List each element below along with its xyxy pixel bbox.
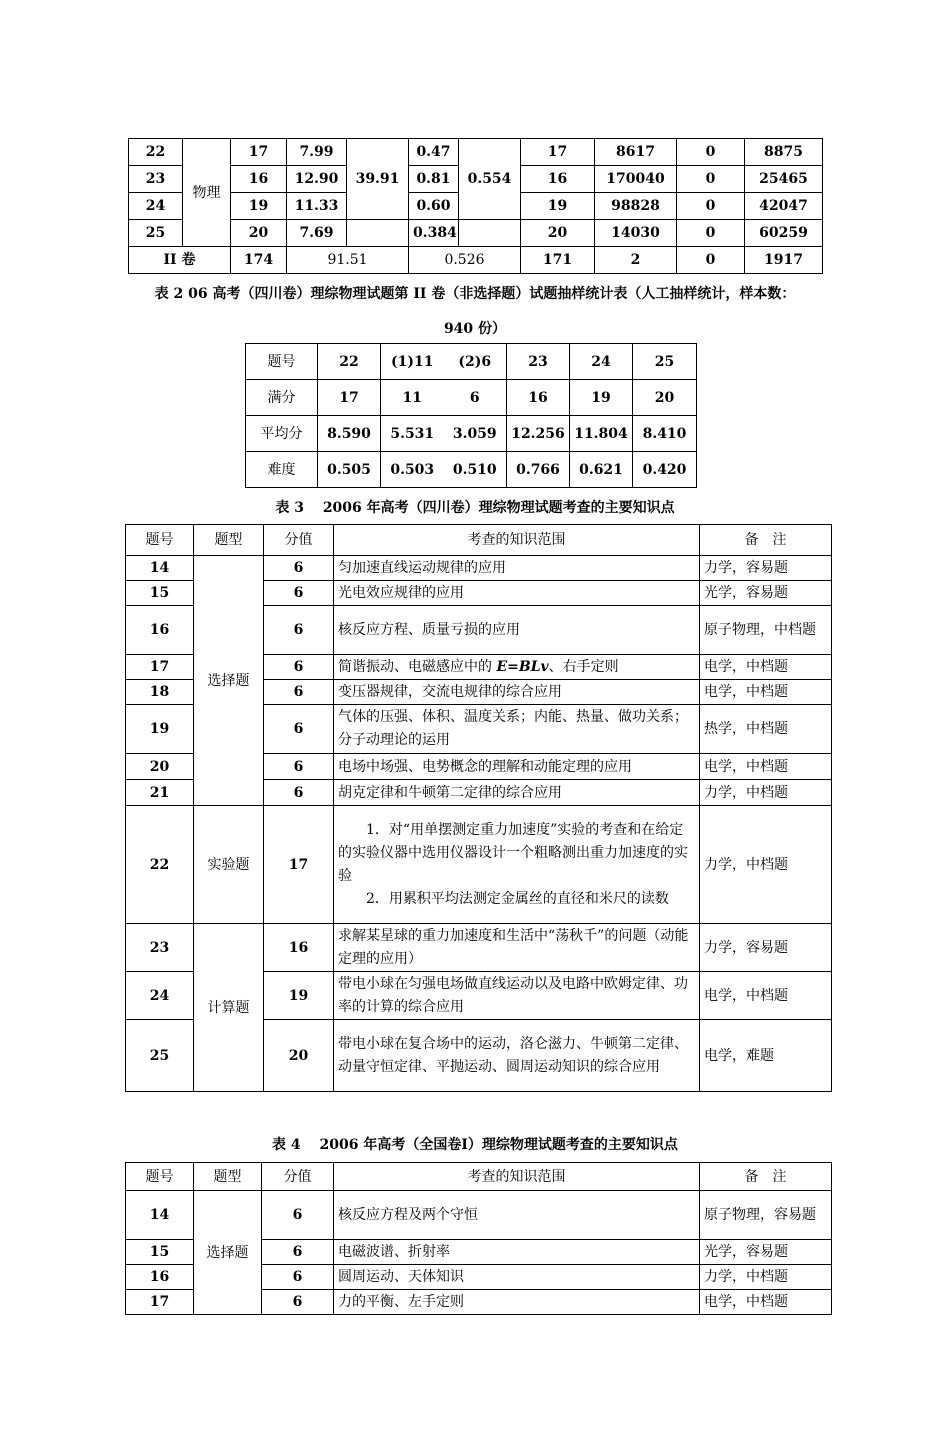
cell: 变压器规律，交流电规律的综合应用 <box>334 680 700 705</box>
cell: 11 <box>381 380 444 416</box>
column-header: 分值 <box>262 1163 334 1191</box>
cell: 22 <box>129 139 183 166</box>
cell: 题号 <box>246 344 318 380</box>
cell: 16 <box>126 606 194 655</box>
cell: 16 <box>507 380 570 416</box>
table-row <box>126 1191 832 1240</box>
cell: 平均分 <box>246 416 318 452</box>
cell: 15 <box>126 581 194 606</box>
cell: 8.590 <box>318 416 381 452</box>
cell: 0.554 <box>459 139 521 220</box>
column-header: 题型 <box>194 525 264 556</box>
cell: 0.420 <box>633 452 697 488</box>
cell: 6 <box>264 606 334 655</box>
cell: 圆周运动、天体知识 <box>334 1265 700 1290</box>
cell: 0 <box>677 166 745 193</box>
cell: 电学，中档题 <box>700 1290 832 1315</box>
table-4-caption: 表 4 2006 年高考（全国卷Ⅰ）理综物理试题考查的主要知识点 <box>272 1137 678 1153</box>
cell: 21 <box>126 780 194 806</box>
cell: 6 <box>262 1265 334 1290</box>
cell: 求解某星球的重力加速度和生活中“荡秋千”的问题（动能定理的应用） <box>334 924 700 972</box>
table-2-caption: 表 2 06 高考（四川卷）理综物理试题第 II 卷（非选择题）试题抽样统计表（人工抽样统计，样本数： <box>154 286 796 302</box>
cell: 25 <box>126 1020 194 1092</box>
cell: 0.60 <box>409 193 459 220</box>
cell: 6 <box>264 680 334 705</box>
stats-table-1 <box>128 138 823 274</box>
formula: E=BLv <box>496 659 549 675</box>
cell: 电学，中档题 <box>700 680 832 705</box>
knowledge-table-4 <box>125 1162 832 1315</box>
cell: 难度 <box>246 452 318 488</box>
cell: 选择题 <box>194 556 264 806</box>
cell: 2 <box>595 247 677 274</box>
cell: 17 <box>231 139 287 166</box>
cell: 22 <box>126 806 194 924</box>
cell: 23 <box>507 344 570 380</box>
cell: 7.69 <box>287 220 347 247</box>
cell: 23 <box>126 924 194 972</box>
cell: 19 <box>126 705 194 754</box>
cell: 22 <box>318 344 381 380</box>
cell: 光学，容易题 <box>700 581 832 606</box>
column-header: 考查的知识范围 <box>334 525 700 556</box>
cell: 25 <box>633 344 697 380</box>
scope-item-2: 2．用累积平均法测定金属丝的直径和米尺的读数 <box>366 890 669 907</box>
cell: 力学，中档题 <box>700 806 832 924</box>
table-header <box>126 1163 832 1191</box>
cell: 0.47 <box>409 139 459 166</box>
stats-table-2 <box>245 343 697 488</box>
cell: 174 <box>231 247 287 274</box>
cell: 17 <box>264 806 334 924</box>
cell: 匀加速直线运动规律的应用 <box>334 556 700 581</box>
cell: 满分 <box>246 380 318 416</box>
cell: 计算题 <box>194 924 264 1092</box>
scope-text: 简谐振动、电磁感应中的 <box>338 659 497 675</box>
column-header: 备 注 <box>700 1163 832 1191</box>
cell: 6 <box>264 655 334 680</box>
cell: 91.51 <box>287 247 409 274</box>
cell: 14030 <box>595 220 677 247</box>
table-row <box>126 556 832 581</box>
cell <box>347 220 409 247</box>
cell: 6 <box>264 705 334 754</box>
cell: 光学，容易题 <box>700 1240 832 1265</box>
cell: 力学，中档题 <box>700 780 832 806</box>
scope-text: 、右手定则 <box>548 659 619 675</box>
cell: 25465 <box>745 166 823 193</box>
cell: 电学，中档题 <box>700 972 832 1020</box>
cell: 电学，难题 <box>700 1020 832 1092</box>
cell: 6 <box>264 581 334 606</box>
cell: 气体的压强、体积、温度关系；内能、热量、做功关系；分子动理论的运用 <box>334 705 700 754</box>
cell: 力学，容易题 <box>700 556 832 581</box>
table-row <box>126 924 832 972</box>
cell: (2)6 <box>444 344 507 380</box>
cell: 16 <box>231 166 287 193</box>
cell <box>334 806 700 924</box>
cell: 17 <box>318 380 381 416</box>
cell: 24 <box>126 972 194 1020</box>
table-3-caption: 表 3 2006 年高考（四川卷）理综物理试题考查的主要知识点 <box>275 500 675 516</box>
cell: 6 <box>264 556 334 581</box>
cell <box>459 220 521 247</box>
column-header: 考查的知识范围 <box>334 1163 700 1191</box>
cell: 原子物理，中档题 <box>700 606 832 655</box>
cell: 0.510 <box>444 452 507 488</box>
cell: (1)11 <box>381 344 444 380</box>
cell: 19 <box>264 972 334 1020</box>
cell: 17 <box>521 139 595 166</box>
cell: 0.503 <box>381 452 444 488</box>
cell: 电学，中档题 <box>700 655 832 680</box>
cell: 0 <box>677 139 745 166</box>
cell: 8617 <box>595 139 677 166</box>
table-header <box>246 344 697 380</box>
cell: 核反应方程、质量亏损的应用 <box>334 606 700 655</box>
cell: 39.91 <box>347 139 409 220</box>
cell: 15 <box>126 1240 194 1265</box>
cell: 0 <box>677 247 745 274</box>
table-header <box>126 525 832 556</box>
cell: 电学，中档题 <box>700 754 832 780</box>
cell: 0 <box>677 193 745 220</box>
cell: 19 <box>231 193 287 220</box>
cell: 6 <box>264 754 334 780</box>
cell: 8875 <box>745 139 823 166</box>
cell: 光电效应规律的应用 <box>334 581 700 606</box>
cell: 0.766 <box>507 452 570 488</box>
cell: 6 <box>264 780 334 806</box>
cell: 11.33 <box>287 193 347 220</box>
cell: 0.621 <box>570 452 633 488</box>
cell: 0 <box>677 220 745 247</box>
cell: 25 <box>129 220 183 247</box>
cell: 7.99 <box>287 139 347 166</box>
column-header: 分值 <box>264 525 334 556</box>
table-row <box>246 380 697 416</box>
cell: 23 <box>129 166 183 193</box>
cell: 24 <box>129 193 183 220</box>
cell: 170040 <box>595 166 677 193</box>
column-header: 题号 <box>126 1163 194 1191</box>
cell: 19 <box>570 380 633 416</box>
cell: 98828 <box>595 193 677 220</box>
cell: 42047 <box>745 193 823 220</box>
cell: 0.384 <box>409 220 459 247</box>
knowledge-table-3 <box>125 524 832 1092</box>
cell: 24 <box>570 344 633 380</box>
table-row <box>126 806 832 924</box>
cell: 14 <box>126 556 194 581</box>
cell: 20 <box>264 1020 334 1092</box>
cell: 6 <box>262 1191 334 1240</box>
cell: 胡克定律和牛顿第二定律的综合应用 <box>334 780 700 806</box>
table-row <box>246 452 697 488</box>
cell: 16 <box>264 924 334 972</box>
cell: 5.531 <box>381 416 444 452</box>
column-header: 备 注 <box>700 525 832 556</box>
cell: 8.410 <box>633 416 697 452</box>
cell: 0.526 <box>409 247 521 274</box>
cell: 6 <box>444 380 507 416</box>
cell: 实验题 <box>194 806 264 924</box>
cell: 带电小球在匀强电场做直线运动以及电路中欧姆定律、功率的计算的综合应用 <box>334 972 700 1020</box>
cell: 力学，容易题 <box>700 924 832 972</box>
cell: 6 <box>262 1290 334 1315</box>
cell: 3.059 <box>444 416 507 452</box>
cell: 物理 <box>183 139 231 247</box>
cell: 16 <box>126 1265 194 1290</box>
cell: 核反应方程及两个守恒 <box>334 1191 700 1240</box>
cell: 16 <box>521 166 595 193</box>
cell: 0.505 <box>318 452 381 488</box>
column-header: 题号 <box>126 525 194 556</box>
cell: 原子物理，容易题 <box>700 1191 832 1240</box>
cell: II 卷 <box>129 247 231 274</box>
column-header: 题型 <box>194 1163 262 1191</box>
cell: 6 <box>262 1240 334 1265</box>
cell: 带电小球在复合场中的运动，洛仑滋力、牛顿第二定律、动量守恒定律、平抛运动、圆周运动知识的综合应用 <box>334 1020 700 1092</box>
table-row <box>246 416 697 452</box>
table-2-caption-cont: 940 份） <box>443 321 507 337</box>
cell: 171 <box>521 247 595 274</box>
cell: 20 <box>126 754 194 780</box>
table-row <box>129 139 823 166</box>
cell <box>334 655 700 680</box>
cell: 17 <box>126 655 194 680</box>
cell: 20 <box>633 380 697 416</box>
cell: 电磁波谱、折射率 <box>334 1240 700 1265</box>
cell: 60259 <box>745 220 823 247</box>
cell: 电场中场强、电势概念的理解和动能定理的应用 <box>334 754 700 780</box>
cell: 20 <box>521 220 595 247</box>
cell: 选择题 <box>194 1191 262 1315</box>
table-row <box>129 220 823 247</box>
table-row-total <box>129 247 823 274</box>
cell: 17 <box>126 1290 194 1315</box>
cell: 12.90 <box>287 166 347 193</box>
cell: 12.256 <box>507 416 570 452</box>
cell: 力的平衡、左手定则 <box>334 1290 700 1315</box>
cell: 18 <box>126 680 194 705</box>
scope-item-1: 1．对“用单摆测定重力加速度”实验的考查和在给定的实验仪器中选用仪器设计一个粗略测出重力加速度的实验 <box>338 821 688 884</box>
cell: 1917 <box>745 247 823 274</box>
cell: 0.81 <box>409 166 459 193</box>
cell: 20 <box>231 220 287 247</box>
cell: 力学，中档题 <box>700 1265 832 1290</box>
cell: 14 <box>126 1191 194 1240</box>
cell: 热学，中档题 <box>700 705 832 754</box>
cell: 19 <box>521 193 595 220</box>
cell: 11.804 <box>570 416 633 452</box>
